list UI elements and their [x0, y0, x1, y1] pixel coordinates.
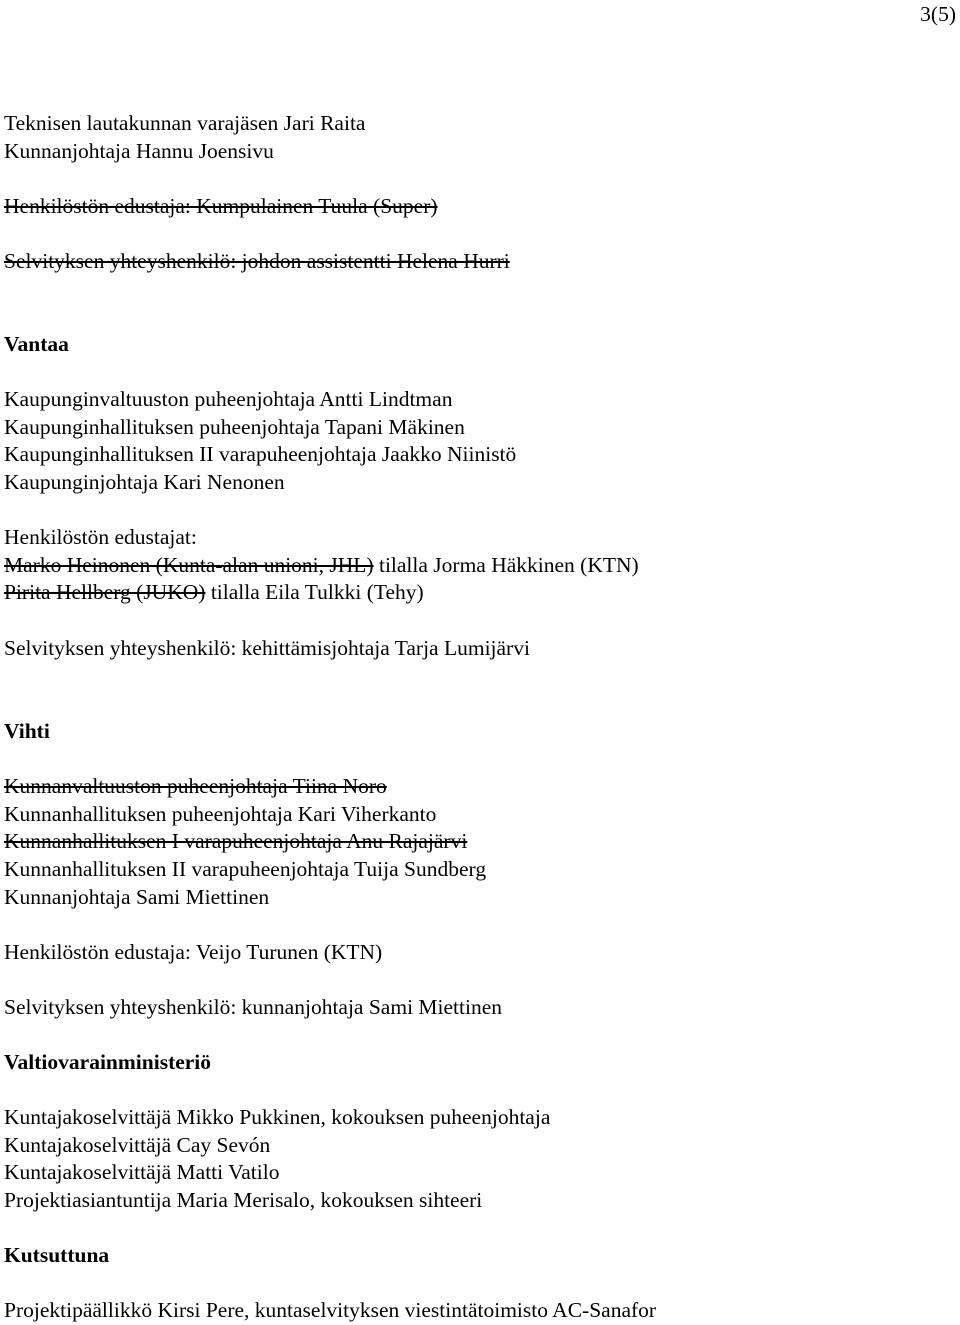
section-heading-ministry: Valtiovarainministeriö: [4, 1050, 212, 1074]
member-line: Kunnanjohtaja Hannu Joensivu: [4, 139, 274, 163]
contact-person: Selvityksen yhteyshenkilö: kehittämisjohtaja Tarja Lumijärvi: [4, 636, 530, 660]
staff-row: Pirita Hellberg (JUKO) tilalla Eila Tulkki (Tehy): [4, 580, 424, 604]
page-number: 3(5): [920, 2, 956, 26]
member-line: Projektipäällikkö Kirsi Pere, kuntaselvityksen viestintätoimisto AC-Sanafor: [4, 1298, 657, 1322]
member-line: Kuntajakoselvittäjä Mikko Pukkinen, kokouksen puheenjohtaja: [4, 1105, 551, 1129]
contact-person: Selvityksen yhteyshenkilö: kunnanjohtaja Sami Miettinen: [4, 995, 503, 1019]
section-heading-invited: Kutsuttuna: [4, 1243, 110, 1267]
member-line: Kaupunginhallituksen II varapuheenjohtaja Jaakko Niinistö: [4, 442, 517, 466]
member-line: Kuntajakoselvittäjä Cay Sevón: [4, 1133, 271, 1157]
member-line: Teknisen lautakunnan varajäsen Jari Raita: [4, 111, 366, 135]
member-line: Kunnanjohtaja Sami Miettinen: [4, 885, 270, 909]
member-line: Projektiasiantuntija Maria Merisalo, kokouksen sihteeri: [4, 1188, 483, 1212]
member-line: Kunnanhallituksen II varapuheenjohtaja Tuija Sundberg: [4, 857, 487, 881]
member-line: Kunnanhallituksen puheenjohtaja Kari Viherkanto: [4, 802, 437, 826]
member-line: Kaupunginjohtaja Kari Nenonen: [4, 470, 285, 494]
section-heading-vantaa: Vantaa: [4, 332, 69, 356]
staff-representative: Henkilöstön edustaja: Veijo Turunen (KTN): [4, 940, 383, 964]
member-line-struck: Kunnanhallituksen I varapuheenjohtaja Anu Rajajärvi: [4, 829, 468, 853]
staff-label: Henkilöstön edustajat:: [4, 525, 197, 549]
member-line: Kaupunginhallituksen puheenjohtaja Tapani Mäkinen: [4, 415, 465, 439]
staff-row: Marko Heinonen (Kunta-alan unioni, JHL) tilalla Jorma Häkkinen (KTN): [4, 553, 639, 577]
member-line: Kaupunginvaltuuston puheenjohtaja Antti Lindtman: [4, 387, 453, 411]
member-line: Kuntajakoselvittäjä Matti Vatilo: [4, 1160, 280, 1184]
staff-representative-struck: Henkilöstön edustaja: Kumpulainen Tuula (Super): [4, 194, 438, 218]
section-heading-vihti: Vihti: [4, 719, 50, 743]
contact-person-struck: Selvityksen yhteyshenkilö: johdon assistentti Helena Hurri: [4, 249, 510, 273]
member-line-struck: Kunnanvaltuuston puheenjohtaja Tiina Noro: [4, 774, 387, 798]
